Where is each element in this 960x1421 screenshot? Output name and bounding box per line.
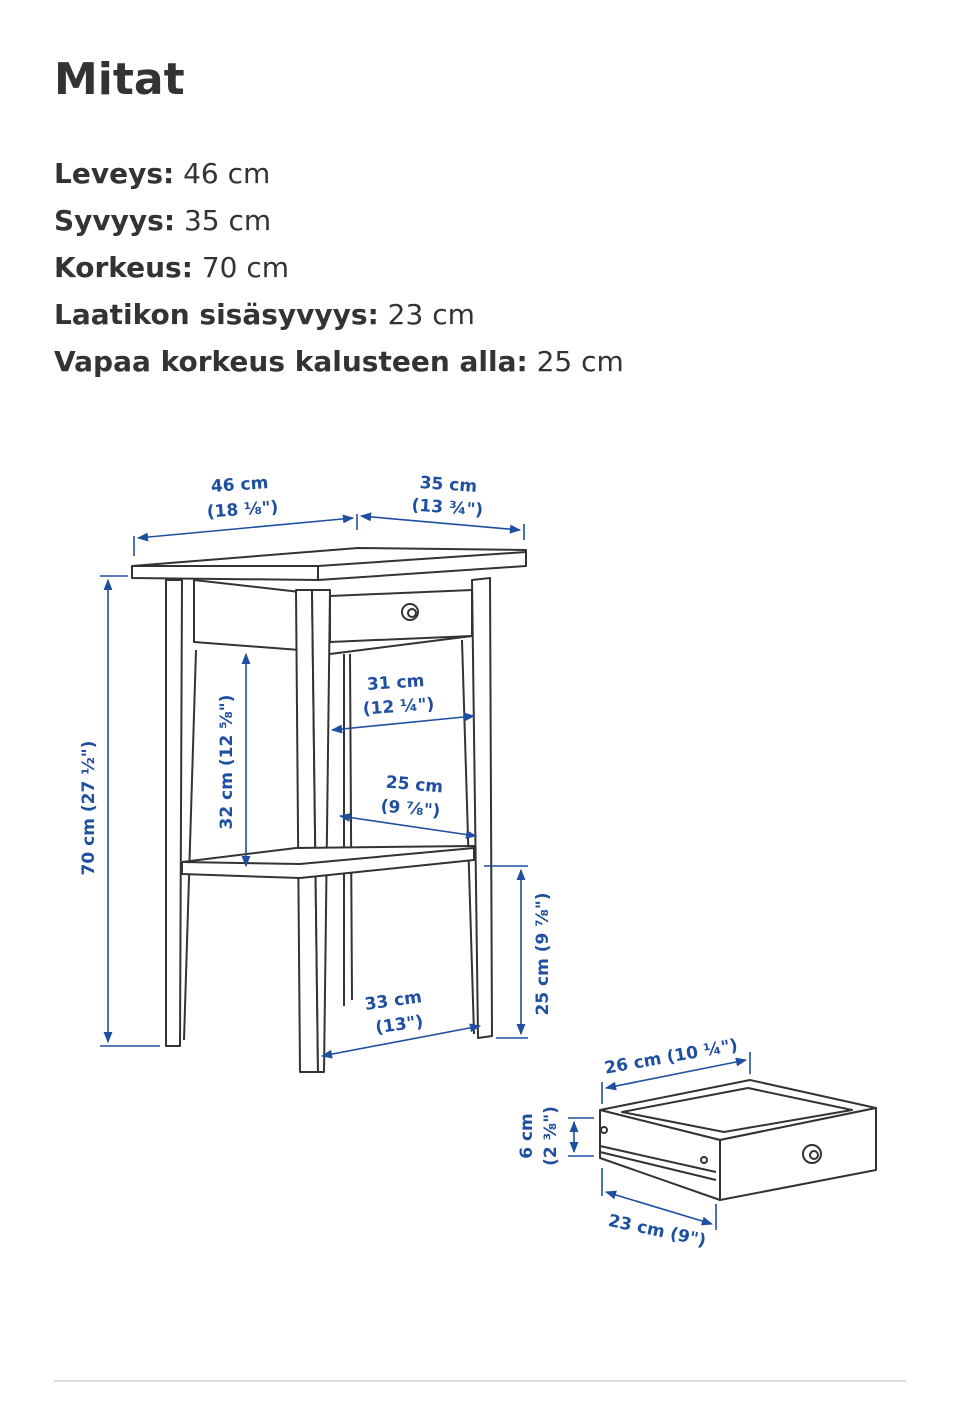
spec-value: 23 cm [387,298,475,331]
section-divider [54,1380,906,1382]
drawer-drawing [600,1080,876,1200]
spec-value: 70 cm [201,251,290,284]
spec-width [54,150,624,197]
spec-value: 25 cm [536,345,624,378]
drawer-front [194,580,300,650]
leg-span-label: 33 cm [363,987,424,1015]
height-label: 70 cm (27 ½") [79,740,99,876]
inner-width-label: 31 cm [366,671,425,695]
leg-back-right [472,578,492,1038]
spec-value: 46 cm [183,157,271,190]
drawer-depth-label: 23 cm (9") [606,1210,708,1252]
spec-drawer-inner-depth [54,291,624,338]
dimension-list [54,150,624,385]
width-label: 46 cm [210,473,269,497]
depth-dimension-line [361,516,520,530]
dimension-drawing [0,420,960,1300]
drawer-width-label: 26 cm (10 ¼") [602,1035,740,1079]
spec-label: Vapaa korkeus kalusteen alla: [54,345,528,378]
inner-width-label-inch: (12 ¼") [362,694,436,720]
spec-label: Korkeus: [54,251,193,284]
spec-clearance [54,338,624,385]
width-dimension-line [138,518,353,538]
shelf-depth-label: 25 cm [384,772,444,798]
nightstand-drawing [132,548,526,1072]
leg-back-left [166,580,182,1046]
clearance-label: 25 cm (9 ⅞") [533,892,553,1016]
spec-label: Leveys: [54,157,175,190]
shelf-depth-dimension-line [340,816,476,836]
spec-depth [54,197,624,244]
shelf-gap-label: 32 cm (12 ⅝") [217,694,237,830]
page-title: Mitat [54,54,185,105]
width-label-inch: (18 ⅛") [206,497,280,523]
drawer-height-label: 6 cm [517,1113,537,1159]
spec-value: 35 cm [183,204,272,237]
tabletop [132,548,526,580]
shelf-depth-label-inch: (9 ⅞") [379,796,442,822]
spec-height [54,244,624,291]
leg-span-label-inch: (13") [374,1011,425,1039]
spec-label: Laatikon sisäsyvyys: [54,298,379,331]
spec-label: Syvyys: [54,204,176,237]
inner-width-dimension-line [332,716,474,730]
depth-label: 35 cm [419,473,478,497]
depth-label-inch: (13 ¾") [410,495,484,521]
drawer-height-label-inch: (2 ⅜") [541,1106,561,1166]
